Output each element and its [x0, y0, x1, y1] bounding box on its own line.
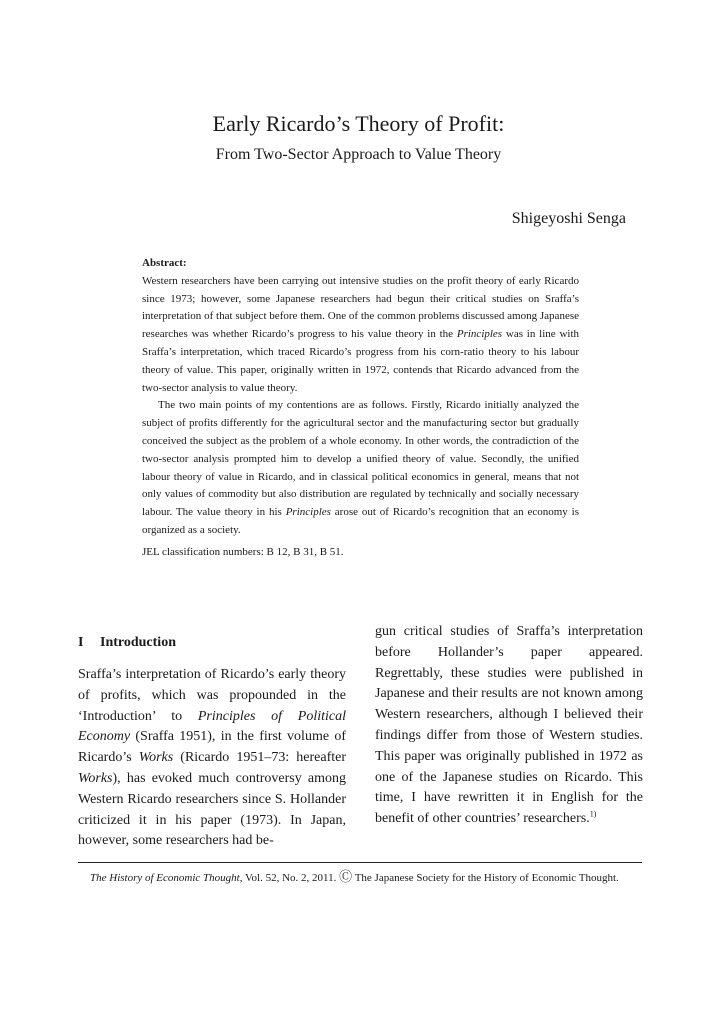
- abstract-p2-emphasis: Principles: [285, 506, 331, 519]
- section-number: I: [78, 635, 84, 650]
- body-column-right: [375, 622, 643, 830]
- author-name: Shigeyoshi Senga: [511, 210, 626, 227]
- jel-classification: JEL classification numbers: B 12, B 31, B 51.: [142, 545, 344, 558]
- body-column-left: [78, 633, 346, 852]
- body-paragraph-right: [375, 622, 643, 830]
- abstract-p2-text-b: arose out of Ricardo’s recognition that an economy is organized as a society.: [142, 506, 579, 536]
- abstract-p1-text-a: Western researchers have been carrying out intensive studies on the profit theory of early Ricardo since 1973; however, some Japanese researchers had begun their critical studies on Sraffa’s interpretation of that subject before them. One of the common problems discussed among Japanese researches was whether Ricardo’s progress to his value theory in the: [142, 274, 579, 341]
- paper-subtitle: From Two-Sector Approach to Value Theory: [215, 146, 502, 163]
- copyright-icon: Ⓒ: [339, 869, 353, 884]
- body-left-text-3: (Ricardo 1951–73: hereafter: [173, 750, 346, 766]
- abstract-paragraph-1: [142, 273, 579, 398]
- body-left-emphasis-1: Principles of Political Economy: [78, 708, 346, 745]
- abstract-paragraph-2: [142, 397, 579, 539]
- abstract-p1-emphasis: Principles: [456, 328, 503, 341]
- journal-details: , Vol. 52, No. 2, 2011.: [239, 872, 340, 884]
- body-left-text-4: ), has evoked much controversy among Western Ricardo researchers since S. Hollander criticized it in his paper (1973). In Japan, however, some researchers had be-: [78, 770, 346, 849]
- section-title: Introduction: [100, 635, 176, 650]
- section-heading: [78, 633, 346, 653]
- footnote-reference[interactable]: 1): [589, 809, 597, 819]
- abstract-block: [142, 255, 579, 562]
- journal-footnote: [90, 868, 642, 887]
- footnote-divider: [78, 862, 642, 863]
- journal-name: The History of Economic Thought: [90, 872, 240, 884]
- abstract-p2-text-a: The two main points of my contentions are as follows. Firstly, Ricardo initially analyzed the subject of profits differently for the agricultural sector and the manufacturing sector but gradually conceived the subject as the problem of a whole economy. In other words, the contradiction of the two-sector analysis prompted him to develop a unified theory of value. Secondly, the unified labour theory of value in Ricardo, and in classical political economics in general, means that not only values of commodity but also distribution are regulated by technically and socially necessary labour. The value theory in his: [142, 399, 579, 519]
- paper-title: Early Ricardo’s Theory of Profit:: [212, 111, 505, 136]
- body-left-emphasis-3: Works: [78, 770, 113, 786]
- abstract-heading: Abstract:: [142, 257, 187, 269]
- body-left-text-2: (Sraffa 1951), in the first volume of Ricardo’s: [78, 729, 346, 766]
- body-left-text-1: Sraffa’s interpretation of Ricardo’s early theory of profits, which was propounded in the ‘Introduction’ to: [78, 667, 346, 724]
- society-name: The Japanese Society for the History of Economic Thought.: [352, 872, 619, 884]
- body-paragraph-left: [78, 665, 346, 852]
- body-right-text: gun critical studies of Sraffa’s interpretation before Hollander’s paper appeared. Regrettably, these studies were published in Japanese and their results are not known among Western researchers, although I believed their findings differ from those of Western studies. This paper was originally published in 1972 as one of the Japanese studies on Ricardo. This time, I have rewritten it in English for the benefit of other countries’ researchers.: [375, 624, 643, 827]
- body-left-emphasis-2: Works: [138, 750, 174, 766]
- abstract-p1-text-b: was in line with Sraffa’s interpretation, which traced Ricardo’s progress from his corn-ratio theory to his labour theory of value. This paper, originally written in 1972, contends that Ricardo advanced from the two-sector analysis to value theory.: [142, 328, 580, 394]
